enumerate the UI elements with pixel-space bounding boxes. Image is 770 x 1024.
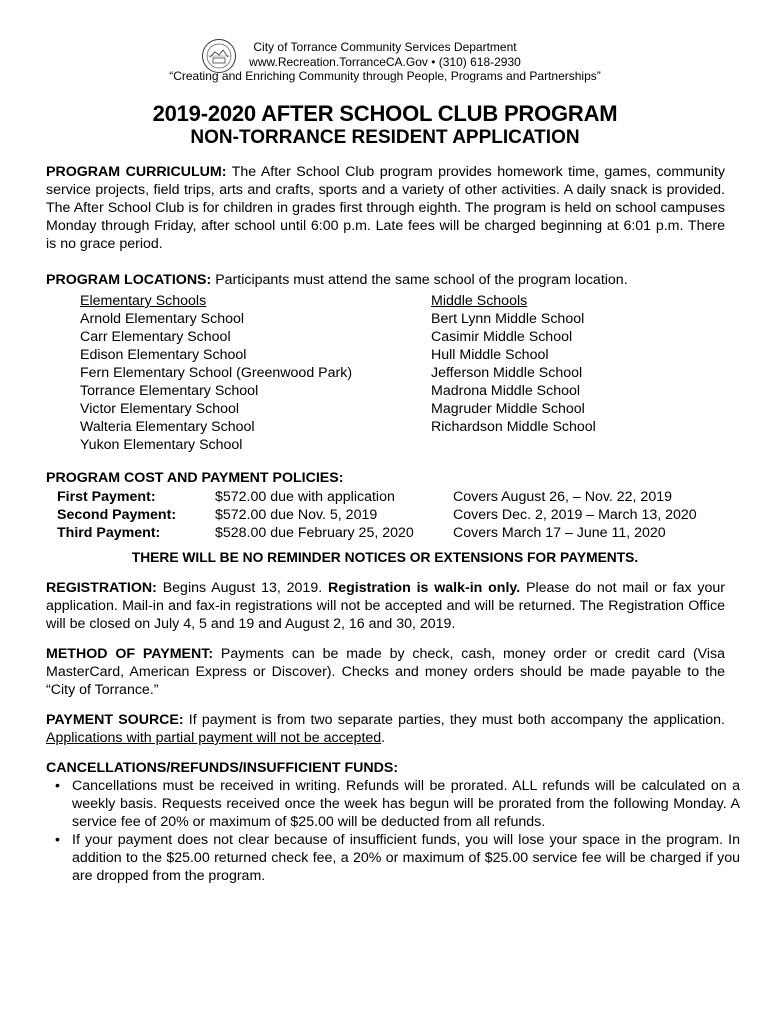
curriculum-section <box>46 163 725 253</box>
payment-name: Second Payment: <box>57 507 177 523</box>
elementary-schools-list <box>80 292 352 454</box>
payment-notice: THERE WILL BE NO REMINDER NOTICES OR EXTENSIONS FOR PAYMENTS. <box>131 550 639 565</box>
department-name: City of Torrance Community Services Department <box>253 40 517 54</box>
bullet-icon: • <box>55 778 60 794</box>
list-item: Jefferson Middle School <box>431 365 583 381</box>
list-item: Fern Elementary School (Greenwood Park) <box>80 365 353 381</box>
payment-covers: Covers Dec. 2, 2019 – March 13, 2020 <box>453 507 697 523</box>
list-item: Victor Elementary School <box>80 401 240 417</box>
list-item: Hull Middle School <box>431 347 549 363</box>
page-title: 2019-2020 AFTER SCHOOL CLUB PROGRAM <box>152 101 618 126</box>
department-contact: www.Recreation.TorranceCA.Gov • (310) 618-2930 <box>249 54 521 69</box>
registration-walkin: Registration is walk-in only. <box>327 580 521 596</box>
method-text: Payments can be made by check, cash, money order or credit card (Visa MasterCard, American Express or Discover). Checks and money orders should be made payable to the “City of Torrance.” <box>46 646 726 698</box>
list-item: Casimir Middle School <box>431 329 573 345</box>
source-text: If payment is from two separate parties, they must both accompany the application. <box>183 712 726 728</box>
payment-covers: Covers August 26, – Nov. 22, 2019 <box>453 489 672 505</box>
registration-label: REGISTRATION: <box>46 580 157 596</box>
list-item: Richardson Middle School <box>431 419 596 435</box>
cancellations-list <box>46 777 740 885</box>
registration-section <box>46 579 725 633</box>
list-item: Carr Elementary School <box>80 329 231 345</box>
payment-amount: $528.00 due February 25, 2020 <box>215 525 414 541</box>
list-item-text: If your payment does not clear because of insufficient funds, you will lose your space in the program. In addition to the $25.00 returned check fee, a 20% or maximum of $25.00 service fee will be charged if you are dropped from the program. <box>72 832 740 884</box>
list-item-text: Cancellations must be received in writing. Refunds will be prorated. ALL refunds will be calculated on a weekly basis. Requests received once the week has begun will be prorated from the following Monday. A service fee of 20% or maximum of $25.00 will be deducted from all refunds. <box>72 778 740 830</box>
list-item: Madrona Middle School <box>431 383 581 399</box>
payment-name: First Payment: <box>57 489 156 505</box>
list-item: Walteria Elementary School <box>80 419 255 435</box>
source-end: . <box>381 730 386 746</box>
elementary-header: Elementary Schools <box>80 293 207 309</box>
list-item: Arnold Elementary School <box>80 311 245 327</box>
department-header <box>160 40 610 84</box>
source-partial-warning: Applications with partial payment will not be accepted <box>46 730 382 746</box>
registration-text: Begins August 13, 2019. <box>156 580 328 596</box>
cancellations-label: CANCELLATIONS/REFUNDS/INSUFFICIENT FUNDS: <box>46 760 399 776</box>
list-item: Edison Elementary School <box>80 347 247 363</box>
list-item: Torrance Elementary School <box>80 383 259 399</box>
list-item: Magruder Middle School <box>431 401 585 417</box>
list-item <box>55 831 740 885</box>
source-label: PAYMENT SOURCE: <box>46 712 184 728</box>
payment-amount: $572.00 due with application <box>215 489 395 505</box>
payment-name: Third Payment: <box>57 525 161 541</box>
curriculum-label: PROGRAM CURRICULUM: <box>46 164 227 180</box>
payment-covers: Covers March 17 – June 11, 2020 <box>453 525 666 541</box>
curriculum-text: The After School Club program provides homework time, games, community service projects, field trips, arts and crafts, sports and a variety of other activities. A daily snack is provided. The After School Club is for children in grades first through eighth. The program is held on school campuses Monday through Friday, after school until 6:00 p.m. Late fees will be charged beginning at 6:01 p.m. There is no grace period. <box>46 164 725 252</box>
middle-schools-list <box>431 292 596 436</box>
locations-text: Participants must attend the same school of the program location. <box>211 272 628 288</box>
bullet-icon: • <box>55 832 60 848</box>
page-subtitle: NON-TORRANCE RESIDENT APPLICATION <box>190 127 580 148</box>
method-label: METHOD OF PAYMENT: <box>46 646 214 662</box>
method-section <box>46 645 725 699</box>
payment-amount: $572.00 due Nov. 5, 2019 <box>215 507 378 523</box>
middle-header: Middle Schools <box>431 293 528 309</box>
registration-text-2: Please do not mail or fax your application. Mail-in and fax-in registrations will not be accepted and will be returned. The Registration Office will be closed on July 4, 5 and 19 and August 2, 16 and 30, 2019. <box>46 580 725 632</box>
source-section <box>46 711 725 747</box>
list-item: Yukon Elementary School <box>80 437 243 453</box>
list-item <box>55 777 740 831</box>
locations-section <box>46 271 725 289</box>
department-motto: “Creating and Enriching Community through People, Programs and Partnerships” <box>169 69 601 83</box>
cost-label: PROGRAM COST AND PAYMENT POLICIES: <box>46 470 344 486</box>
locations-label: PROGRAM LOCATIONS: <box>46 272 212 288</box>
list-item: Bert Lynn Middle School <box>431 311 585 327</box>
